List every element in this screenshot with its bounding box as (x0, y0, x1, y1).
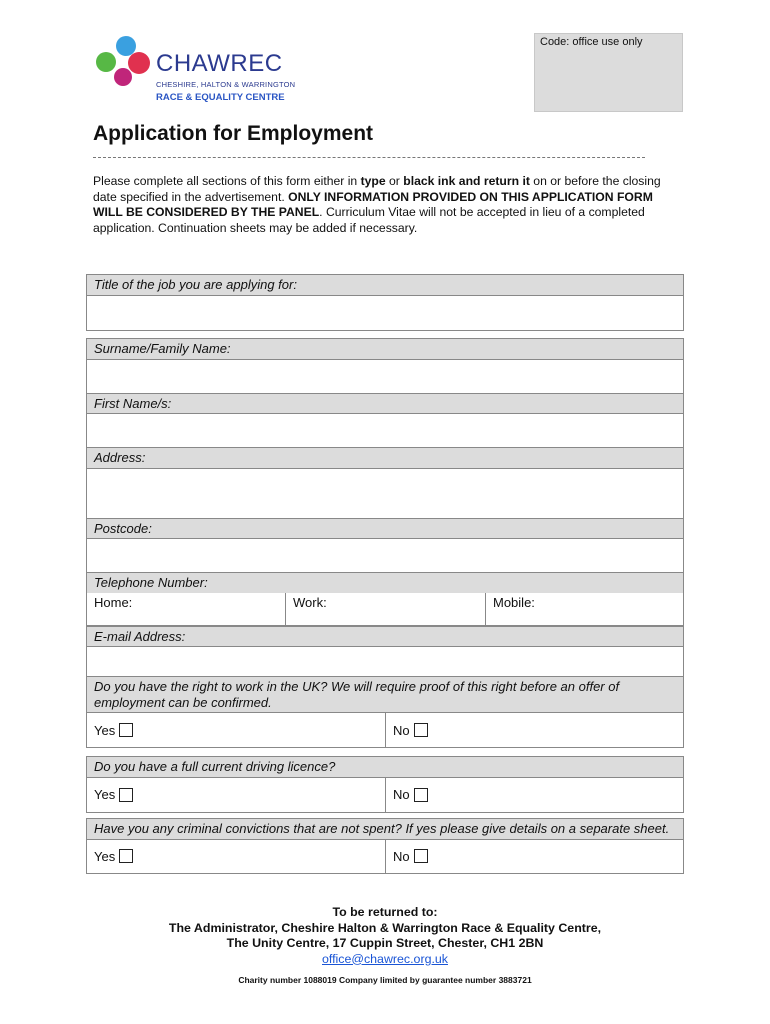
postcode-field[interactable] (87, 539, 683, 573)
driving-licence-yes-checkbox[interactable] (119, 788, 133, 802)
personal-details-section (86, 338, 684, 682)
intro-paragraph: Please complete all sections of this form either in type or black ink and return it on or before the closing date specified in the advertisement. ONLY INFORMATION PROVIDED ON THIS APPLICATION FORM WILL BE CONSIDERED BY THE PANEL. Curriculum Vitae will not be accepted in lieu of a completed application. Continuation sheets may be added if necessary. (93, 174, 661, 235)
mobile-phone-field[interactable] (485, 593, 683, 625)
return-organisation: The Administrator, Cheshire Halton & Warrington Race & Equality Centre, (168, 920, 602, 935)
yes-label: Yes (94, 848, 116, 864)
work-phone-label: Work: (293, 594, 327, 610)
convictions-section (86, 818, 684, 874)
charity-number: Charity number 1088019 Company limited by guarantee number 3883721 (238, 975, 532, 985)
driving-licence-no[interactable] (385, 778, 683, 812)
home-phone-label: Home: (94, 594, 133, 610)
surname-label: Surname/Family Name: (87, 339, 683, 360)
right-to-work-no[interactable] (385, 713, 683, 747)
right-to-work-answers (87, 713, 683, 747)
right-to-work-section (86, 676, 684, 748)
logo-brand: CHAWREC (156, 50, 283, 77)
convictions-yes[interactable] (87, 840, 385, 873)
title-divider (93, 157, 645, 158)
convictions-question: Have you any criminal convictions that are not spent? If yes please give details on a separate sheet. (87, 819, 683, 840)
office-use-box[interactable] (534, 33, 683, 112)
email-link[interactable]: office@chawrec.org.uk (322, 951, 448, 966)
driving-licence-question: Do you have a full current driving licence? (87, 757, 683, 778)
telephone-label: Telephone Number: (87, 573, 683, 593)
return-heading: To be returned to: (332, 905, 438, 919)
driving-licence-yes[interactable] (87, 778, 385, 812)
address-label: Address: (87, 448, 683, 469)
driving-licence-answers (87, 778, 683, 812)
yes-label: Yes (94, 787, 116, 802)
return-address: The Unity Centre, 17 Cuppin Street, Chester, CH1 2BN (226, 936, 544, 950)
logo-dots-icon (96, 36, 152, 92)
page-title: Application for Employment (93, 122, 374, 145)
logo-subtitle: CHESHIRE, HALTON & WARRINGTON (156, 80, 296, 89)
no-label: No (393, 848, 410, 864)
home-phone-field[interactable] (87, 593, 285, 625)
mobile-phone-label: Mobile: (493, 594, 535, 610)
convictions-no[interactable] (385, 840, 683, 873)
convictions-yes-checkbox[interactable] (119, 849, 133, 863)
no-label: No (393, 722, 410, 738)
convictions-answers (87, 840, 683, 873)
convictions-no-checkbox[interactable] (414, 849, 428, 863)
right-to-work-yes-checkbox[interactable] (119, 723, 133, 737)
right-to-work-question: Do you have the right to work in the UK? We will require proof of this right before an offer of employment can be confirmed. (87, 677, 683, 713)
office-use-label: Code: office use only (540, 36, 643, 48)
job-title-section (86, 274, 684, 331)
chawrec-logo (96, 36, 296, 106)
job-title-label: Title of the job you are applying for: (87, 275, 683, 296)
telephone-row (87, 593, 683, 626)
driving-licence-section (86, 756, 684, 813)
email-label: E-mail Address: (87, 626, 683, 648)
job-title-field[interactable] (87, 296, 683, 330)
yes-label: Yes (94, 722, 116, 738)
right-to-work-yes[interactable] (87, 713, 385, 747)
first-name-label: First Name/s: (87, 394, 683, 415)
work-phone-field[interactable] (285, 593, 485, 625)
surname-field[interactable] (87, 360, 683, 394)
logo-tagline: RACE & EQUALITY CENTRE (156, 92, 285, 103)
right-to-work-no-checkbox[interactable] (414, 723, 428, 737)
return-address-footer (0, 905, 770, 985)
driving-licence-no-checkbox[interactable] (414, 788, 428, 802)
address-field[interactable] (87, 469, 683, 519)
postcode-label: Postcode: (87, 519, 683, 540)
first-name-field[interactable] (87, 414, 683, 448)
no-label: No (393, 787, 410, 802)
